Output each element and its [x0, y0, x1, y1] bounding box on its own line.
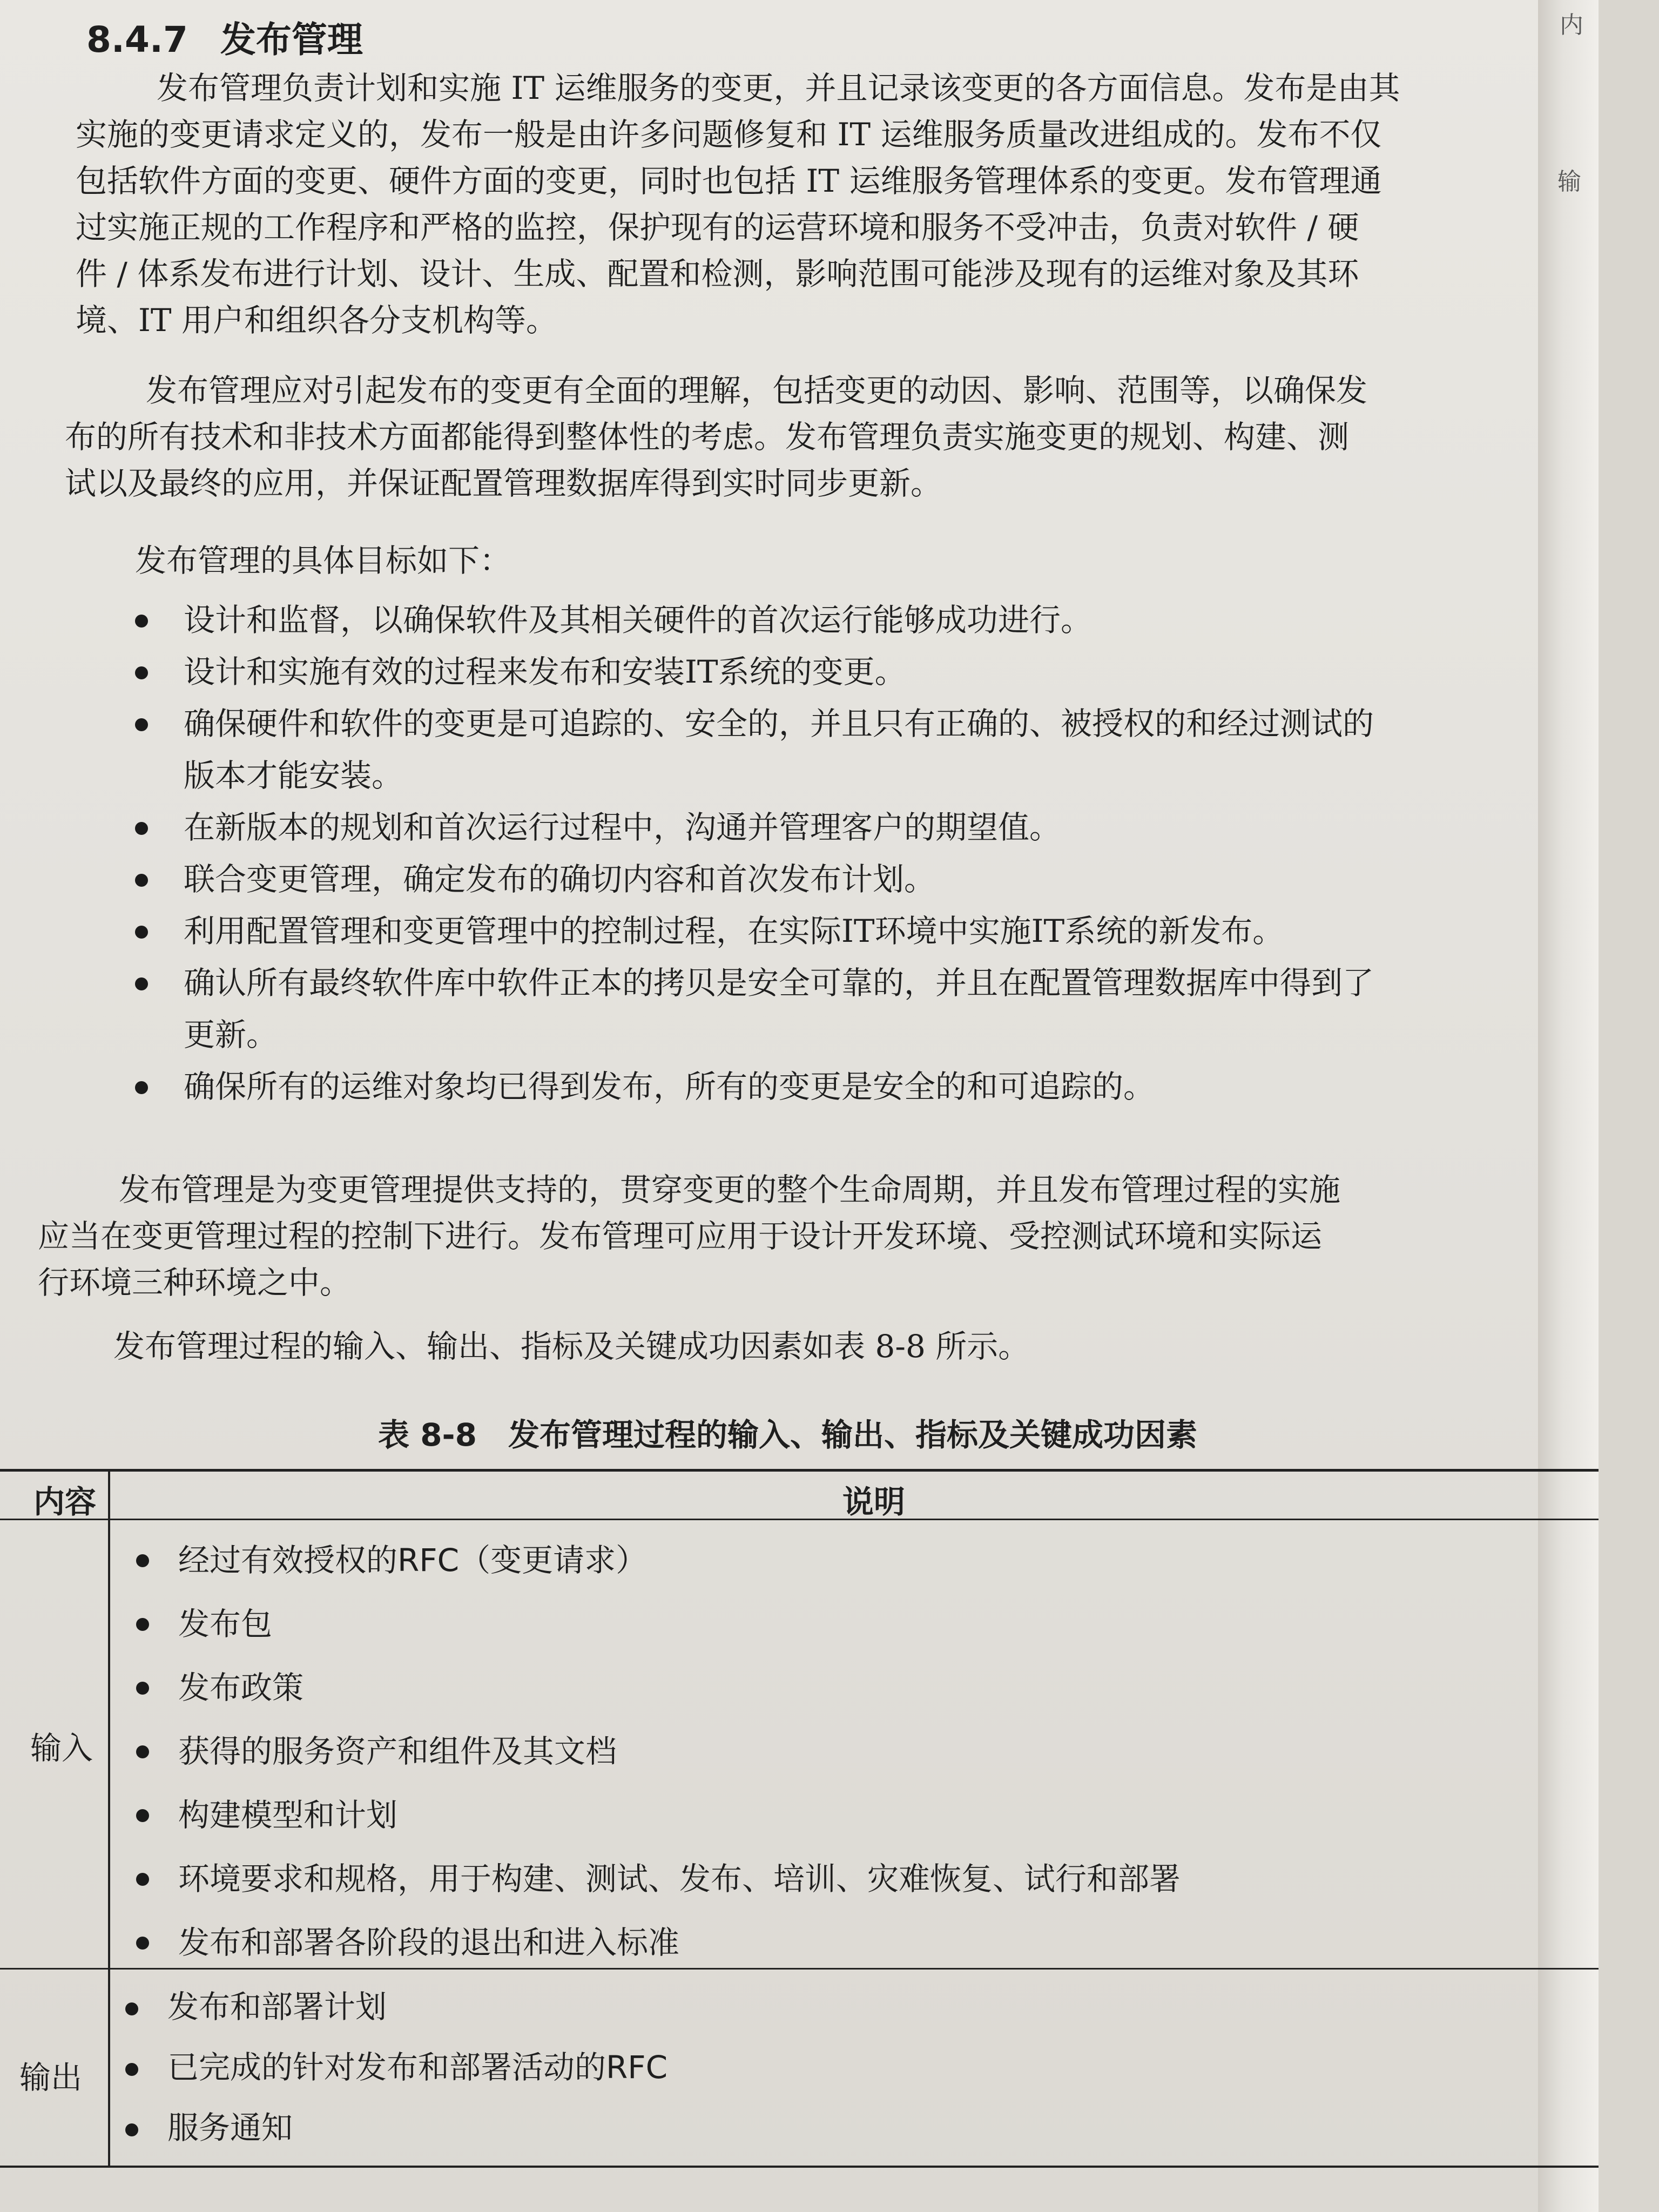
intro-line: 发布管理负责计划和实施 IT 运维服务的变更，并且记录该变更的各方面信息。发布是由其	[157, 70, 1400, 106]
list-item: 在新版本的规划和首次运行过程中，沟通并管理客户的期望值。	[124, 801, 1374, 853]
list-item: 联合变更管理，确定发布的确切内容和首次发布计划。	[124, 853, 1374, 905]
goals-intro: 发布管理的具体目标如下：	[135, 542, 511, 579]
table-intro: 发布管理过程的输入、输出、指标及关键成功因素如表 8-8 所示。	[113, 1328, 1030, 1365]
header-content: 内容	[33, 1483, 97, 1520]
closing-line: 应当在变更管理过程的控制下进行。发布管理可应用于设计开发环境、受控测试环境和实际运	[38, 1218, 1323, 1255]
list-item: 确保硬件和软件的变更是可追踪的、安全的，并且只有正确的、被授权的和经过测试的	[124, 698, 1374, 750]
table-list-item: 服务通知	[113, 2098, 667, 2158]
output-row-label: 输出	[19, 2059, 83, 2096]
list-item-continuation: 版本才能安装。	[184, 757, 403, 794]
list-item: 设计和实施有效的过程来发布和安装IT系统的变更。	[124, 646, 1374, 698]
section-title: 发布管理	[220, 19, 363, 60]
list-item: 利用配置管理和变更管理中的控制过程，在实际IT环境中实施IT系统的新发布。	[124, 905, 1374, 957]
table-list-item: 经过有效授权的RFC（变更请求）	[124, 1528, 1181, 1592]
table-caption: 表 8-8 发布管理过程的输入、输出、指标及关键成功因素	[378, 1417, 1197, 1453]
intro-line: 过实施正规的工作程序和严格的监控，保护现有的运营环境和服务不受冲击，负责对软件 / 硬	[76, 209, 1359, 246]
inputs-list	[124, 1528, 1181, 1974]
table-list-item: 已完成的针对发布和部署活动的RFC	[113, 2037, 667, 2098]
intro-line: 实施的变更请求定义的，发布一般是由许多问题修复和 IT 运维服务质量改进组成的。发布不仅	[76, 116, 1382, 153]
table-header-rule	[0, 1519, 1599, 1520]
table-column-rule	[108, 1469, 110, 2167]
section-heading	[86, 11, 363, 62]
list-item: 确保所有的运维对象均已得到发布，所有的变更是安全的和可追踪的。	[124, 1061, 1374, 1112]
closing-line: 发布管理是为变更管理提供支持的，贯穿变更的整个生命周期，并且发布管理过程的实施	[119, 1171, 1341, 1208]
table-list-item: 发布包	[124, 1592, 1181, 1656]
margin-text-top: 内	[1560, 11, 1583, 39]
section-number: 8.4.7	[86, 19, 188, 60]
table-list-item: 发布和部署计划	[113, 1977, 667, 2037]
header-description: 说明	[842, 1483, 906, 1520]
table-list-item: 获得的服务资产和组件及其文档	[124, 1719, 1181, 1783]
second-line: 布的所有技术和非技术方面都能得到整体性的考虑。发布管理负责实施变更的规划、构建、测	[65, 419, 1350, 455]
table-list-item: 环境要求和规格，用于构建、测试、发布、培训、灾难恢复、试行和部署	[124, 1847, 1181, 1911]
second-line: 发布管理应对引起发布的变更有全面的理解，包括变更的动因、影响、范围等，以确保发	[146, 372, 1368, 409]
outputs-list	[113, 1977, 667, 2158]
closing-paragraph	[38, 1166, 1340, 1306]
table-list-item: 发布和部署各阶段的退出和进入标准	[124, 1911, 1181, 1974]
list-item: 确认所有最终软件库中软件正本的拷贝是安全可靠的，并且在配置管理数据库中得到了	[124, 957, 1374, 1009]
intro-paragraph	[76, 65, 1400, 343]
intro-line: 件 / 体系发布进行计划、设计、生成、配置和检测，影响范围可能涉及现有的运维对象及其环	[76, 255, 1359, 292]
table-list-item: 发布政策	[124, 1656, 1181, 1719]
list-item-continuation: 更新。	[184, 1016, 278, 1053]
goals-list	[124, 594, 1374, 1112]
margin-text-side: 输	[1557, 168, 1581, 195]
list-item: 设计和监督，以确保软件及其相关硬件的首次运行能够成功进行。	[124, 594, 1374, 646]
intro-line: 包括软件方面的变更、硬件方面的变更，同时也包括 IT 运维服务管理体系的变更。发布管理通	[76, 163, 1382, 199]
intro-line: 境、IT 用户和组织各分支机构等。	[76, 302, 558, 339]
table-list-item: 构建模型和计划	[124, 1783, 1181, 1847]
closing-line: 行环境三种环境之中。	[38, 1264, 352, 1301]
input-row-label: 输入	[30, 1730, 93, 1766]
release-management-table	[0, 1469, 1599, 2171]
second-line: 试以及最终的应用，并保证配置管理数据库得到实时同步更新。	[65, 465, 942, 502]
table-bottom-rule	[0, 2166, 1599, 2168]
table-top-rule	[0, 1469, 1599, 1472]
second-paragraph	[65, 367, 1367, 507]
